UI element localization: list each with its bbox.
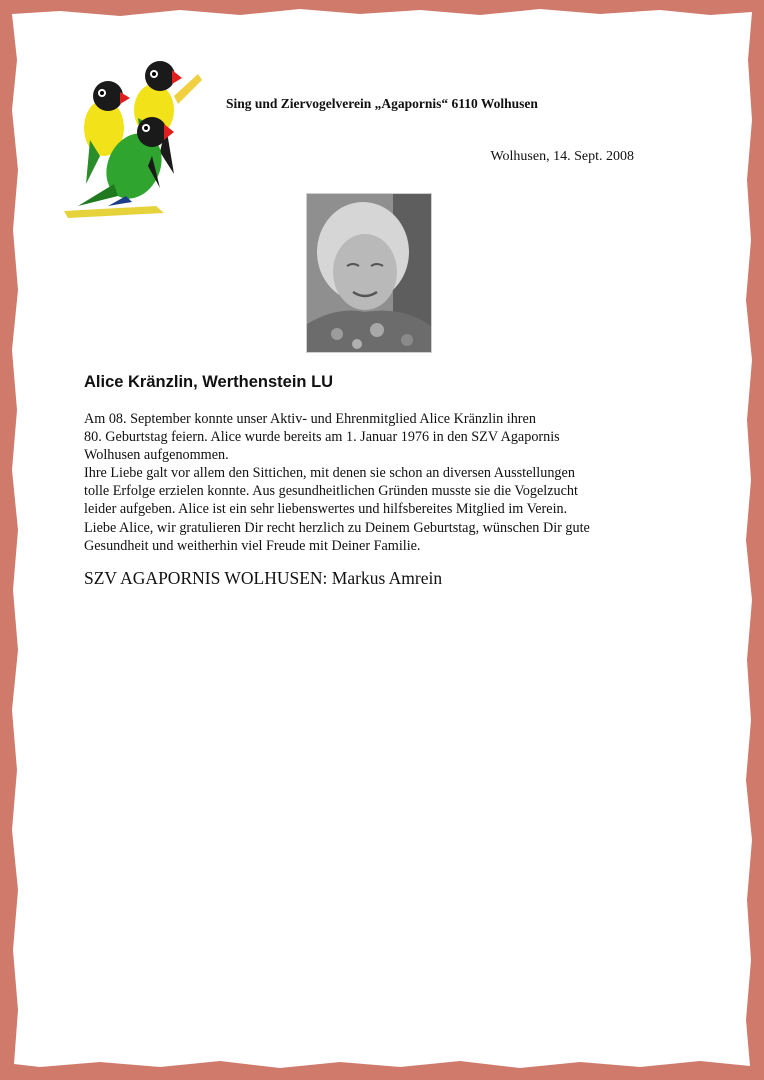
portrait-photo <box>306 193 432 353</box>
body-line: leider aufgeben. Alice ist ein sehr liebenswertes und hilfsbereites Mitglied im Verein. <box>84 501 568 518</box>
body-line: Wolhusen aufgenommen. <box>84 447 229 464</box>
body-line: tolle Erfolge erzielen konnte. Aus gesundheitlichen Gründen musste sie die Vogelzucht <box>84 483 578 500</box>
lovebirds-icon <box>56 56 206 224</box>
body-line: Ihre Liebe galt vor allem den Sittichen, mit denen sie schon an diversen Ausstellungen <box>84 465 575 482</box>
article-heading: Alice Kränzlin, Werthenstein LU <box>84 373 334 391</box>
body-line: 80. Geburtstag feiern. Alice wurde bereits am 1. Januar 1976 in den SZV Agapornis <box>84 429 560 446</box>
article-body <box>84 410 654 555</box>
body-line: Am 08. September konnte unser Aktiv- und Ehrenmitglied Alice Kränzlin ihren <box>84 411 536 427</box>
signature: SZV AGAPORNIS WOLHUSEN: Markus Amrein <box>84 568 443 588</box>
body-line: Liebe Alice, wir gratulieren Dir recht herzlich zu Deinem Geburtstag, wünschen Dir gute <box>84 519 590 536</box>
organization-name: Sing und Ziervogelverein „Agapornis“ 6110 Wolhusen <box>226 96 538 111</box>
letter-date: Wolhusen, 14. Sept. 2008 <box>490 149 634 164</box>
body-line: Gesundheit und weitherhin viel Freude mit Deiner Familie. <box>84 537 421 554</box>
